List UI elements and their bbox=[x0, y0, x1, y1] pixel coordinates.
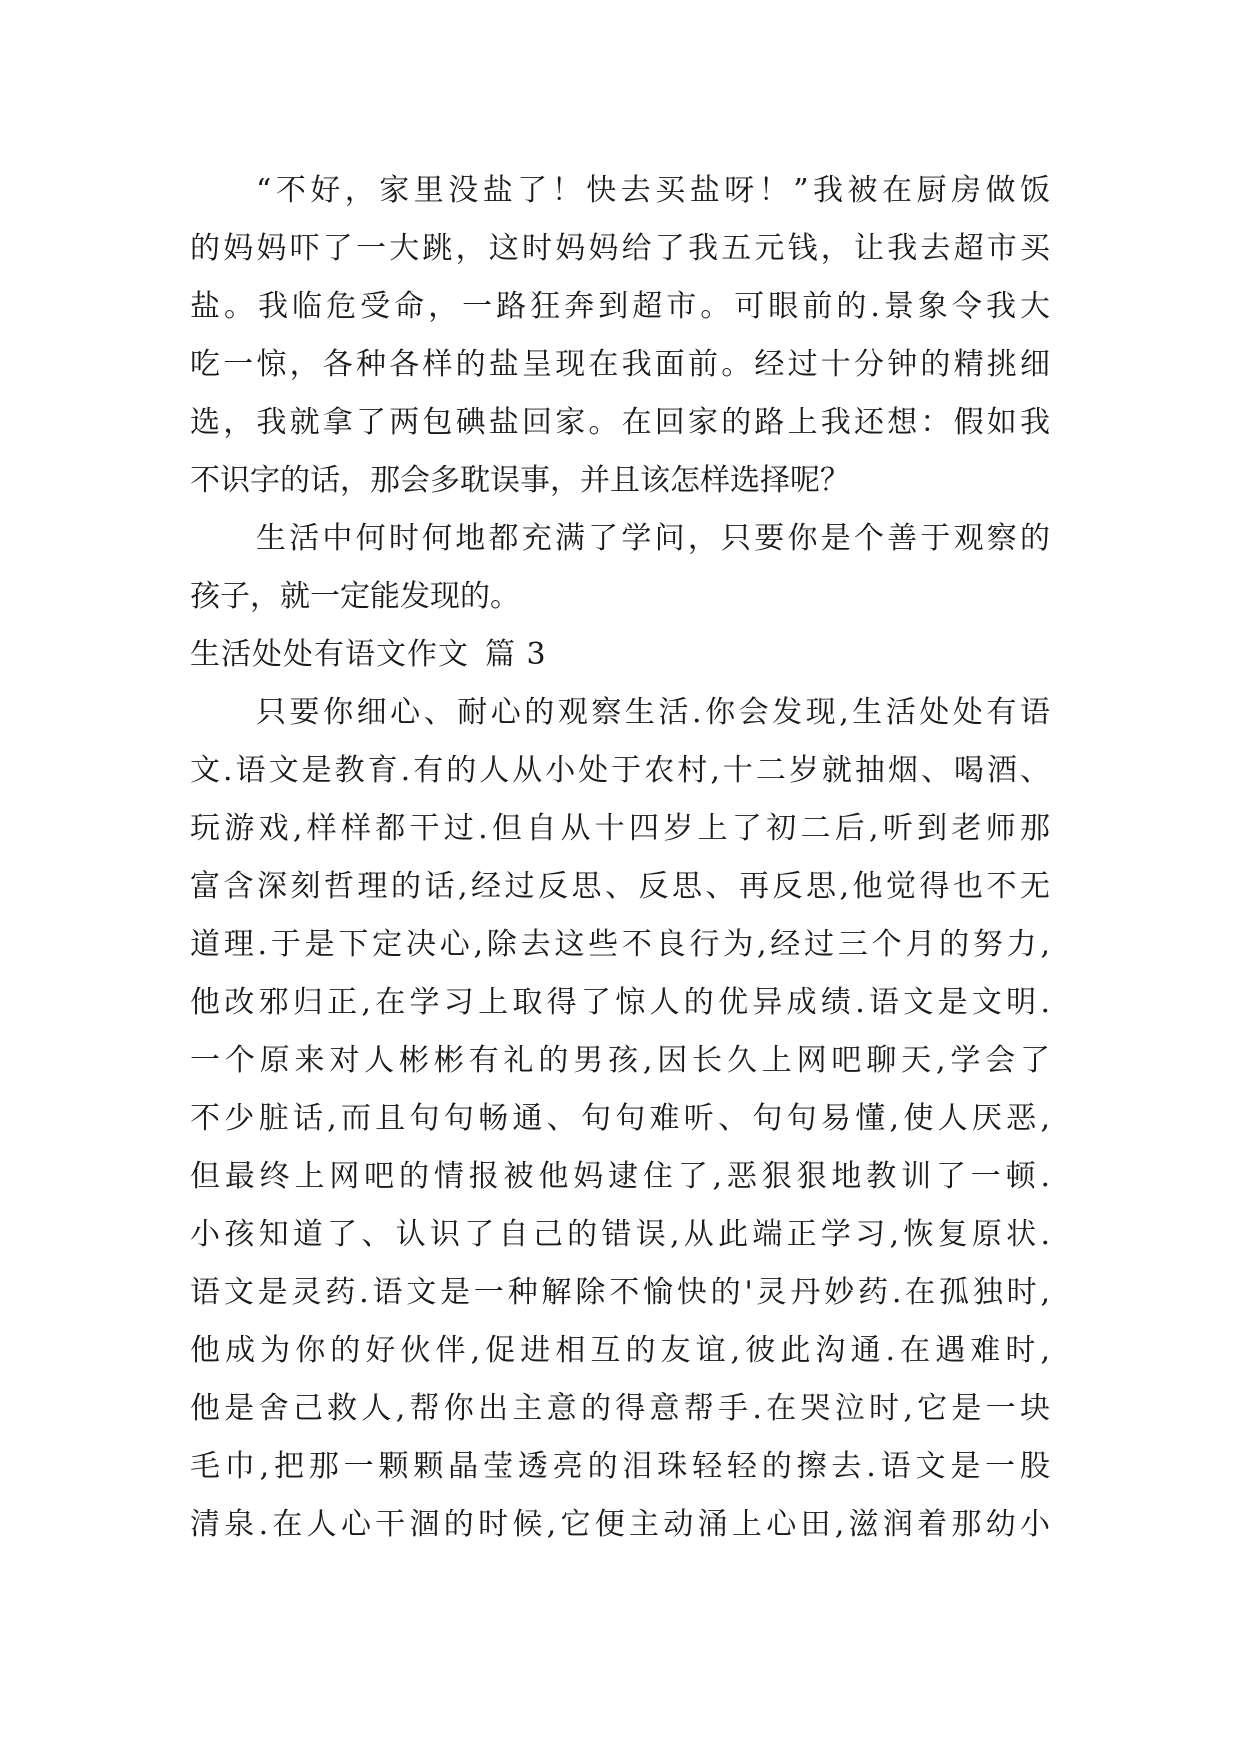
paragraph-conclusion bbox=[190, 510, 1050, 626]
text-line: 清泉.在人心干涸的时候,它便主动涌上心田,滋润着那幼小 bbox=[190, 1507, 1050, 1542]
text-line: 只要你细心、耐心的观察生活.你会发现,生活处处有语 bbox=[256, 695, 1050, 730]
text-line: 他改邪归正,在学习上取得了惊人的优异成绩.语文是文明. bbox=[190, 985, 1050, 1020]
section-heading-part: 篇 3 bbox=[485, 637, 547, 672]
text-line: 毛巾,把那一颗颗晶莹透亮的泪珠轻轻的擦去.语文是一股 bbox=[190, 1449, 1050, 1484]
text-line: 小孩知道了、认识了自己的错误,从此端正学习,恢复原状. bbox=[190, 1217, 1050, 1252]
text-line: 选，我就拿了两包碘盐回家。在回家的路上我还想：假如我 bbox=[190, 405, 1050, 440]
section-heading bbox=[190, 626, 1050, 684]
text-line: 一个原来对人彬彬有礼的男孩,因长久上网吧聊天,学会了 bbox=[190, 1043, 1050, 1078]
text-line: 生活中何时何地都充满了学问，只要你是个善于观察的 bbox=[256, 521, 1050, 556]
text-line: 吃一惊，各种各样的盐呈现在我面前。经过十分钟的精挑细 bbox=[190, 347, 1050, 382]
text-line: 孩子，就一定能发现的。 bbox=[190, 579, 520, 614]
text-line: 盐。我临危受命，一路狂奔到超市。可眼前的.景象令我大 bbox=[190, 289, 1050, 324]
text-line: 不识字的话，那会多耽误事，并且该怎样选择呢？ bbox=[190, 463, 850, 498]
text-line: 语文是灵药.语文是一种解除不愉快的'灵丹妙药.在孤独时, bbox=[190, 1275, 1050, 1310]
text-line: 但最终上网吧的情报被他妈逮住了,恶狠狠地教训了一顿. bbox=[190, 1159, 1050, 1194]
text-line: 不少脏话,而且句句畅通、句句难听、句句易懂,使人厌恶, bbox=[190, 1101, 1050, 1136]
text-line: 玩游戏,样样都干过.但自从十四岁上了初二后,听到老师那 bbox=[190, 811, 1050, 846]
paragraph-salt-story bbox=[190, 162, 1050, 510]
paragraph-essay-part-3 bbox=[190, 684, 1050, 1554]
text-line: “不好，家里没盐了！快去买盐呀！”我被在厨房做饭 bbox=[256, 173, 1050, 208]
text-line: 他成为你的好伙伴,促进相互的友谊,彼此沟通.在遇难时, bbox=[190, 1333, 1050, 1368]
text-line: 富含深刻哲理的话,经过反思、反思、再反思,他觉得也不无 bbox=[190, 869, 1050, 904]
text-line: 文.语文是教育.有的人从小处于农村,十二岁就抽烟、喝酒、 bbox=[190, 753, 1050, 788]
text-line: 道理.于是下定决心,除去这些不良行为,经过三个月的努力, bbox=[190, 927, 1050, 962]
text-line: 他是舍己救人,帮你出主意的得意帮手.在哭泣时,它是一块 bbox=[190, 1391, 1050, 1426]
section-heading-title: 生活处处有语文作文 bbox=[190, 637, 469, 672]
article-body bbox=[190, 162, 1050, 1554]
text-line: 的妈妈吓了一大跳，这时妈妈给了我五元钱，让我去超市买 bbox=[190, 231, 1050, 266]
